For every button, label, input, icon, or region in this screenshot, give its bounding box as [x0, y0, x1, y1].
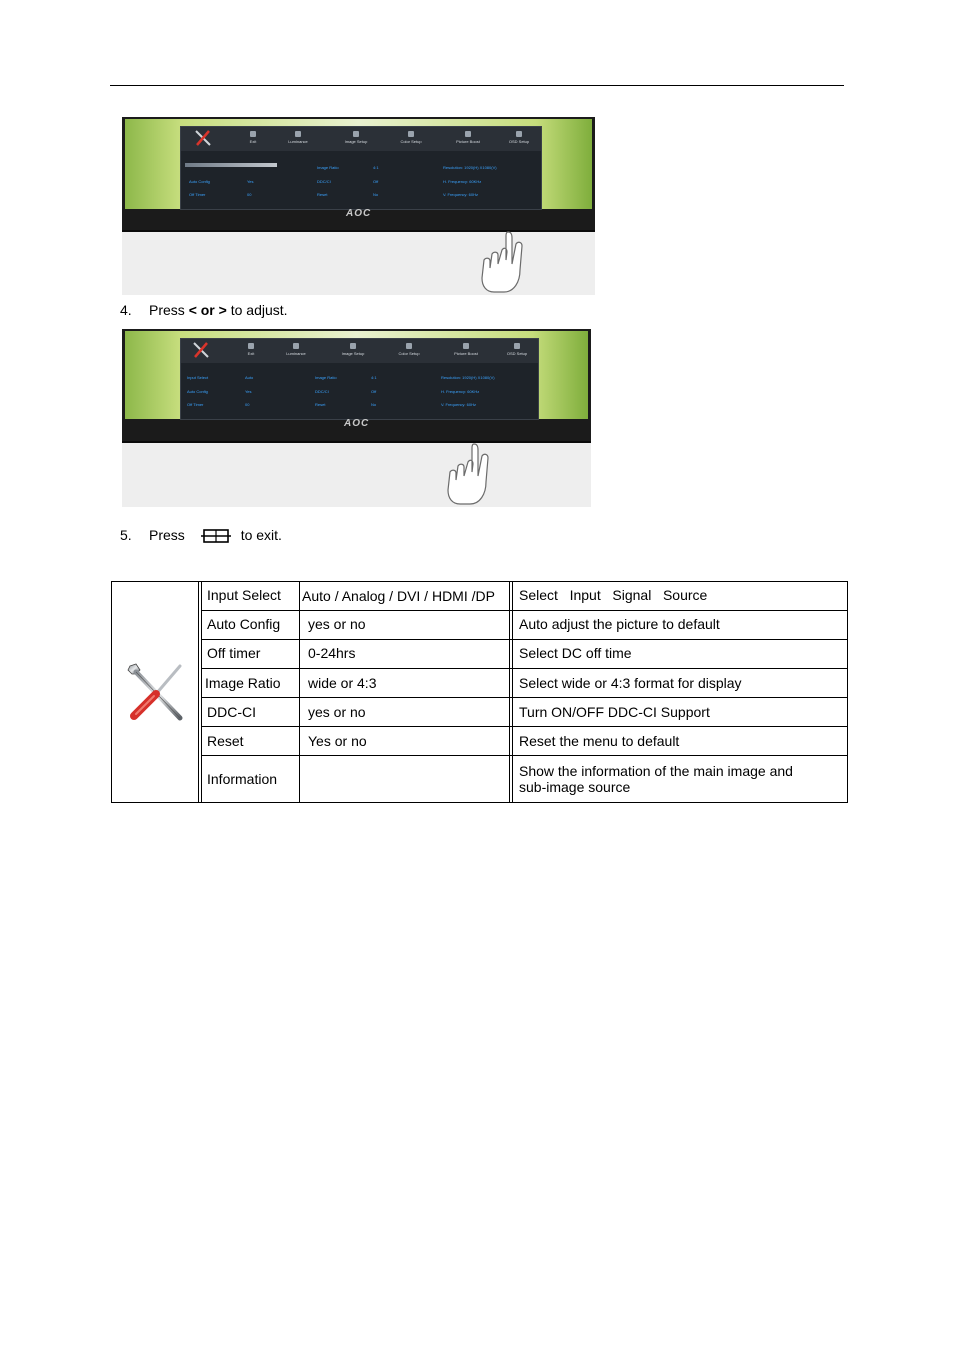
value-ddc-ci: yes or no [308, 704, 366, 720]
value-auto-config: yes or no [308, 616, 366, 632]
osd-tab-image-setup: Image Setup [336, 131, 376, 144]
item-auto-config: Auto Config [207, 616, 281, 632]
osd-tab-exit: Exit [233, 131, 273, 144]
tools-icon [191, 341, 211, 359]
osd-tab-luminance: Luminance [278, 131, 318, 144]
item-input-select: Input Select [207, 587, 281, 603]
desc-reset: Reset the menu to default [519, 733, 680, 749]
aoc-logo: AOC [346, 208, 372, 219]
value-off-timer: 0-24hrs [308, 645, 356, 661]
value-image-ratio: wide or 4:3 [308, 675, 377, 691]
step-4: 4. Press < or > to adjust. [120, 302, 288, 318]
osd-tab-picture-boost: Picture Boost [448, 131, 488, 144]
tools-icon [122, 662, 186, 724]
item-off-timer: Off timer [207, 645, 261, 661]
osd-tab-color-setup: Color Setup [389, 343, 429, 356]
osd-tab-luminance: Luminance [276, 343, 316, 356]
osd-menu-2: Exit Luminance Image Setup Color Setup Picture Boost OSD Setup Input Select Auto Auto Config Yes Off Timer 00 Image Ratio 4:1 DDC/CI Off Reset No Resolution: 1920(H) X1080(V) H. Frequency: 60KHz V. Frequency: 60Hz [180, 338, 539, 420]
value-input-select: Auto / Analog / DVI / HDMI /DP [302, 588, 495, 604]
monitor-photo-2 [122, 329, 591, 507]
hand-pointer-icon [444, 442, 500, 506]
osd-tab-color-setup: Color Setup [391, 131, 431, 144]
step-5: 5. Press to exit. [120, 527, 282, 543]
aoc-logo: AOC [344, 418, 370, 429]
desc-image-ratio: Select wide or 4:3 format for display [519, 675, 742, 691]
item-reset: Reset [207, 733, 244, 749]
item-ddc-ci: DDC-CI [207, 704, 256, 720]
desc-off-timer: Select DC off time [519, 645, 632, 661]
desc-ddc-ci: Turn ON/OFF DDC-CI Support [519, 704, 710, 720]
hand-pointer-icon [478, 230, 534, 294]
desc-input-select: Select Input Signal Source [519, 587, 708, 603]
osd-settings-table [111, 581, 848, 803]
osd-tab-exit: Exit [231, 343, 271, 356]
osd-tab-picture-boost: Picture Boost [446, 343, 486, 356]
item-image-ratio: Image Ratio [205, 675, 281, 691]
menu-exit-icon [201, 528, 231, 544]
value-reset: Yes or no [308, 733, 367, 749]
item-information: Information [207, 771, 278, 787]
osd-menu-1: Exit Luminance Image Setup Color Setup Picture Boost OSD Setup Auto Config Yes Off Timer 00 Image Ratio 4:1 DDC/CI Off Reset No Resolution: 1920(H) X1080(V) H. Frequency: 60KHz V. Frequency: 60Hz [180, 126, 542, 210]
desc-information: Show the information of the main image and sub-image source [519, 763, 793, 795]
desc-auto-config: Auto adjust the picture to default [519, 616, 720, 632]
osd-tab-osd-setup: OSD Setup [499, 131, 539, 144]
osd-tab-image-setup: Image Setup [333, 343, 373, 356]
header-rule [110, 85, 844, 86]
osd-tab-osd-setup: OSD Setup [497, 343, 537, 356]
tools-icon [193, 129, 213, 147]
monitor-photo-1 [122, 117, 595, 295]
